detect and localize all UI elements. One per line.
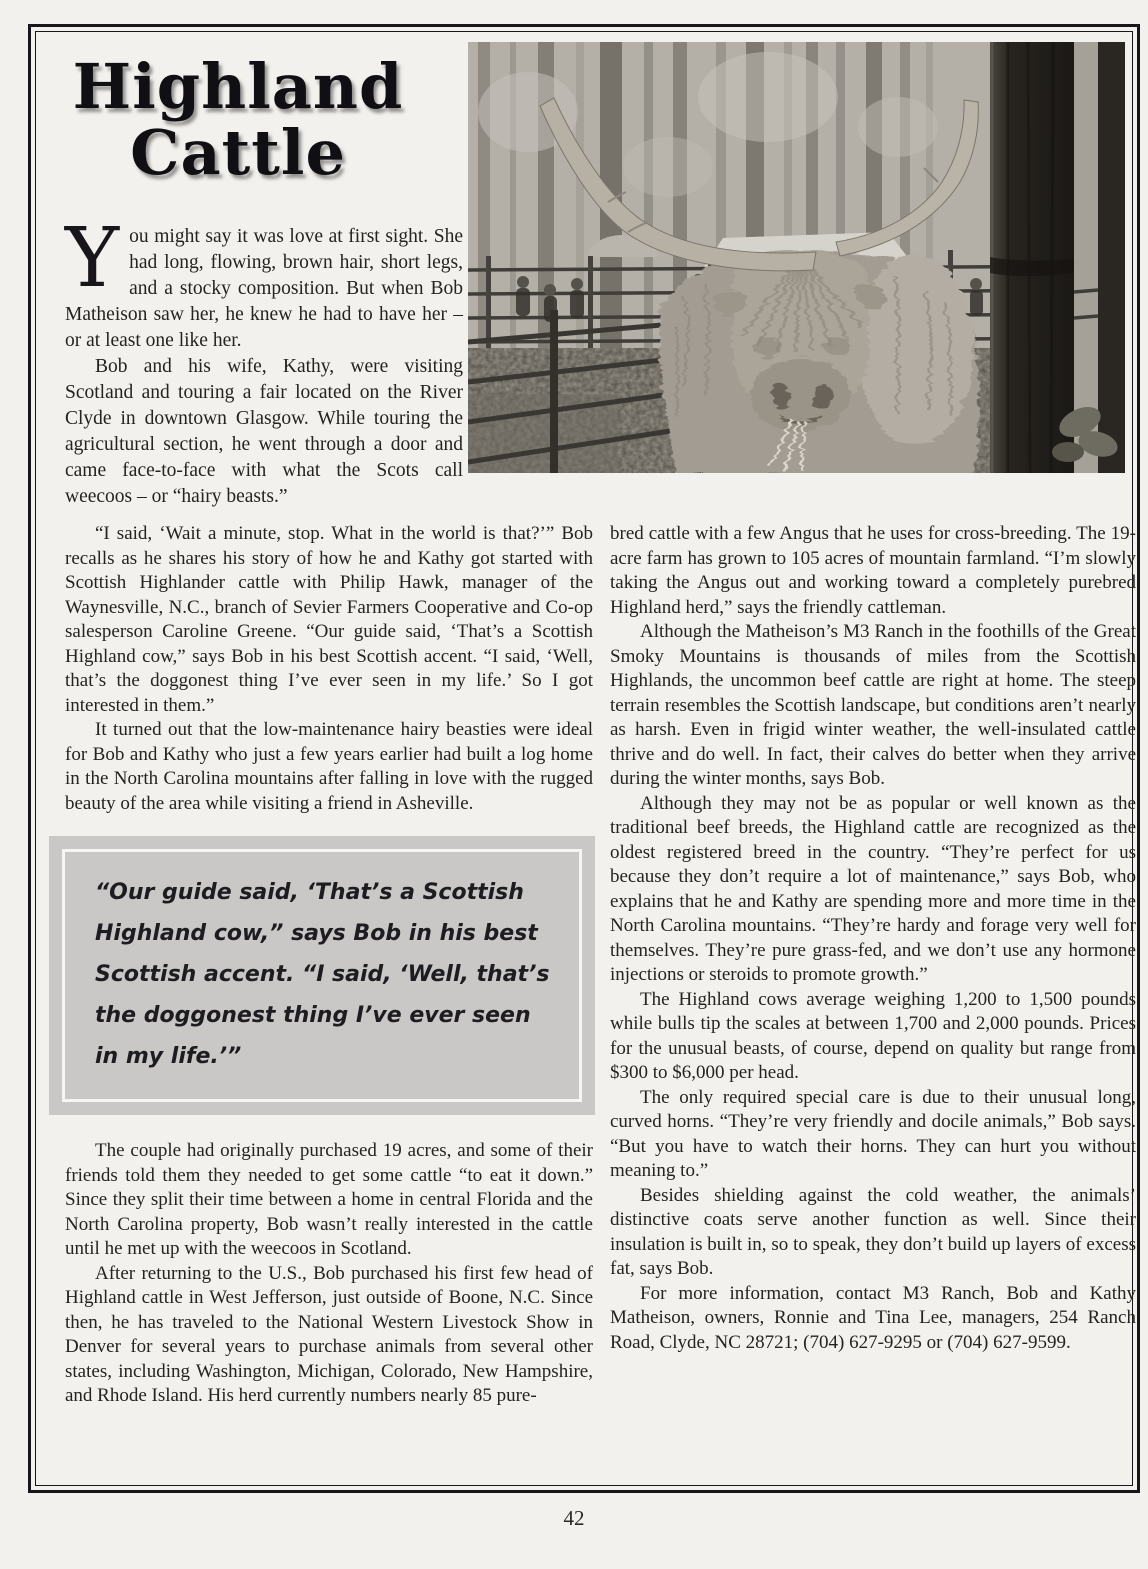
article-paragraph: Although they may not be as popular or well known as the traditional beef breeds, the Highland cattle are recognized as the oldest registered breed in the country. “They’re perfect for us because they don’t require a lot of maintenance,” says Bob, who explains that he and Kathy are spending more and more time in the North Carolina mountains. “They’re hardy and forage very well for themselves. They’re pure grass-fed, and we don’t use any hormone injections or steroids to promote growth.” xyxy=(610,792,1136,985)
drop-cap: Y xyxy=(65,211,120,306)
highland-cow xyxy=(656,247,976,473)
article-paragraph: Bob and his wife, Kathy, were visiting Scotland and touring a fair located on the River Clyde in downtown Glasgow. While touring the agricultural section, he went through a door and came face-to-face with what the Scots call weecoos – or “hairy beasts.” xyxy=(65,356,463,507)
article-paragraph: The Highland cows average weighing 1,200 to 1,500 pounds while bulls tip the scales at between 1,700 and 2,000 pounds. Prices for the unusual beasts, of course, depend on quality but range from $300 to $6,000 per head. xyxy=(610,988,1136,1083)
page-number: 42 xyxy=(563,1506,585,1530)
article-paragraph: After returning to the U.S., Bob purchased his first few head of Highland cattle in West Jefferson, just outside of Boone, N.C. Since then, he has traveled to the National Western Livestock Show in Denver for several years to purchase animals from several other states, including Washington, Michigan, Colorado, New Hampshire, and Rhode Island. His herd currently numbers nearly 85 pure- xyxy=(65,1262,593,1406)
article-paragraph: It turned out that the low-maintenance hairy beasties were ideal for Bob and Kathy who just a few years earlier had built a log home in the North Carolina mountains after falling in love with the rugged beauty of the area while visiting a friend in Asheville. xyxy=(65,719,593,814)
article-paragraph: Besides shielding against the cold weather, the animals’ distinctive coats serve another function as well. Since their insulation is built in, so to speak, they don’t build up layers of excess fat, says Bob. xyxy=(610,1184,1136,1279)
article-paragraph: The couple had originally purchased 19 acres, and some of their friends told them they needed to get some cattle “to eat it down.” Since they split their time between a home in central Florida and the North Carolina property, Bob wasn’t really interested in the cattle until he met up with the weecoos in Scotland. xyxy=(65,1140,593,1259)
pull-quote-inner-frame xyxy=(62,849,582,1102)
pull-quote-box xyxy=(49,836,595,1115)
opening-paragraph xyxy=(65,211,463,354)
article-paragraph: “I said, ‘Wait a minute, stop. What in the world is that?’” Bob recalls as he shares his story of how he and Kathy got started with Scottish Highlander cattle with Philip Hawk, manager of the Waynesville, N.C., branch of Sevier Farmers Cooperative and Co-op salesperson Caroline Greene. “Our guide said, ‘That’s a Scottish Highland cow,” says Bob in his best Scottish accent. “I said, ‘Well, that’s the doggonest thing I’ve ever seen in my life.’ So I got interested in them.” xyxy=(65,523,593,716)
opening-paragraph-text: ou might say it was love at first sight. She had long, flowing, brown hair, short legs, and a stocky composition. But when Bob Matheison saw her, he knew he had to have her – or at least one like her. xyxy=(65,226,463,351)
article-paragraph: For more information, contact M3 Ranch, Bob and Kathy Matheison, owners, Ronnie and Tina Lee, managers, 254 Ranch Road, Clyde, NC 28721; (704) 627-9295 or (704) 627-9599. xyxy=(610,1282,1136,1353)
article-intro xyxy=(65,211,463,510)
left-column xyxy=(65,522,593,1409)
foreground-tree-trunk xyxy=(990,42,1074,473)
article-title-line1: Highland xyxy=(72,50,404,123)
right-column xyxy=(610,522,1136,1355)
article-title xyxy=(52,50,424,189)
highland-cow-photo xyxy=(468,42,1125,473)
article-paragraph: Although the Matheison’s M3 Ranch in the foothills of the Great Smoky Mountains is thousands of miles from the Scottish Highlands, the uncommon beef cattle are right at home. The steep terrain resembles the Scottish landscape, but conditions aren’t nearly as harsh. Even in frigid winter weather, the well-insulated cattle thrive and do well. In fact, their calves do better when they arrive during the winter months, says Bob. xyxy=(610,621,1136,789)
article-title-line2: Cattle xyxy=(130,116,346,189)
article-paragraph: The only required special care is due to their unusual long, curved horns. “They’re very friendly and docile animals,” Bob says. “But you have to watch their horns. They can hurt you without meaning to.” xyxy=(610,1086,1136,1181)
article-paragraph: bred cattle with a few Angus that he uses for cross-breeding. The 19-acre farm has grown to 105 acres of mountain farmland. “I’m slowly taking the Angus out and working toward a completely purebred Highland herd,” says the friendly cattleman. xyxy=(610,523,1136,618)
pull-quote-text: “Our guide said, ‘That’s a Scottish Highland cow,” says Bob in his best Scottish accent. “I said, ‘Well, that’s the doggonest thing I’ve ever seen in my life.’” xyxy=(95,880,550,1069)
